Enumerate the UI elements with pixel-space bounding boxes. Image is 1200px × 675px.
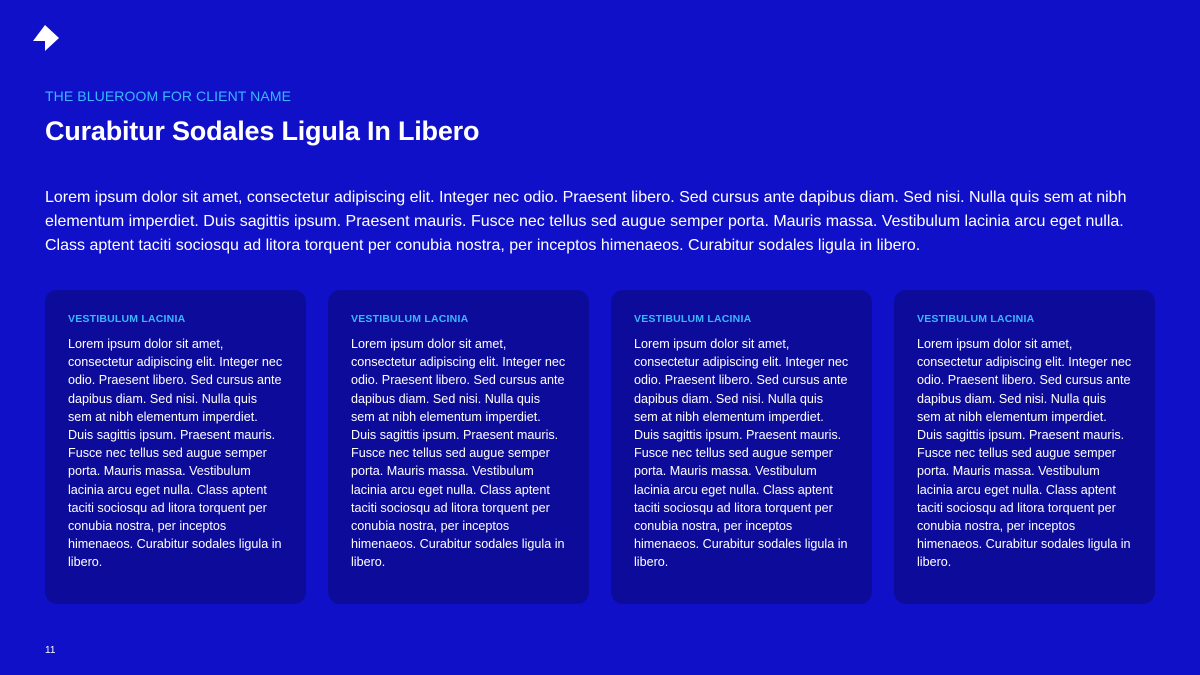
card-heading: VESTIBULUM LACINIA [917,313,1035,325]
arrow-logo-icon [33,25,59,51]
info-card-4 [894,290,1155,604]
card-body: Lorem ipsum dolor sit amet, consectetur adipiscing elit. Integer nec odio. Praesent libero. Sed cursus ante dapibus diam. Sed nisi. Nulla quis sem at nibh elementum imperdiet. Duis sagittis ipsum. Praesent mauris. Fusce nec tellus sed augue semper porta. Mauris massa. Vestibulum lacinia arcu eget nulla. Class aptent taciti sociosqu ad litora torquent per conubia nostra, per inceptos himenaeos. Curabitur sodales ligula in libero. [68,337,283,570]
card-body: Lorem ipsum dolor sit amet, consectetur adipiscing elit. Integer nec odio. Praesent libero. Sed cursus ante dapibus diam. Sed nisi. Nulla quis sem at nibh elementum imperdiet. Duis sagittis ipsum. Praesent mauris. Fusce nec tellus sed augue semper porta. Mauris massa. Vestibulum lacinia arcu eget nulla. Class aptent taciti sociosqu ad litora torquent per conubia nostra, per inceptos himenaeos. Curabitur sodales ligula in libero. [351,337,566,570]
card-body: Lorem ipsum dolor sit amet, consectetur adipiscing elit. Integer nec odio. Praesent libero. Sed cursus ante dapibus diam. Sed nisi. Nulla quis sem at nibh elementum imperdiet. Duis sagittis ipsum. Praesent mauris. Fusce nec tellus sed augue semper porta. Mauris massa. Vestibulum lacinia arcu eget nulla. Class aptent taciti sociosqu ad litora torquent per conubia nostra, per inceptos himenaeos. Curabitur sodales ligula in libero. [634,337,849,570]
info-card-3 [611,290,872,604]
page-title: Curabitur Sodales Ligula In Libero [45,116,480,146]
card-body: Lorem ipsum dolor sit amet, consectetur adipiscing elit. Integer nec odio. Praesent libero. Sed cursus ante dapibus diam. Sed nisi. Nulla quis sem at nibh elementum imperdiet. Duis sagittis ipsum. Praesent mauris. Fusce nec tellus sed augue semper porta. Mauris massa. Vestibulum lacinia arcu eget nulla. Class aptent taciti sociosqu ad litora torquent per conubia nostra, per inceptos himenaeos. Curabitur sodales ligula in libero. [917,337,1132,570]
page-number: 11 [45,645,56,656]
info-card-2 [328,290,589,604]
card-row [45,290,1155,604]
card-heading: VESTIBULUM LACINIA [634,313,752,325]
intro-paragraph: Lorem ipsum dolor sit amet, consectetur adipiscing elit. Integer nec odio. Praesent libero. Sed cursus ante dapibus diam. Sed nisi. Nulla quis sem at nibh elementum imperdiet. Duis sagittis ipsum. Praesent mauris. Fusce nec tellus sed augue semper porta. Mauris massa. Vestibulum lacinia arcu eget nulla. Class aptent taciti sociosqu ad litora torquent per conubia nostra, per inceptos himenaeos. Curabitur sodales ligula in libero. [45,189,1127,254]
card-heading: VESTIBULUM LACINIA [68,313,186,325]
info-card-1 [45,290,306,604]
eyebrow-label: THE BLUEROOM FOR CLIENT NAME [45,88,292,104]
card-heading: VESTIBULUM LACINIA [351,313,469,325]
